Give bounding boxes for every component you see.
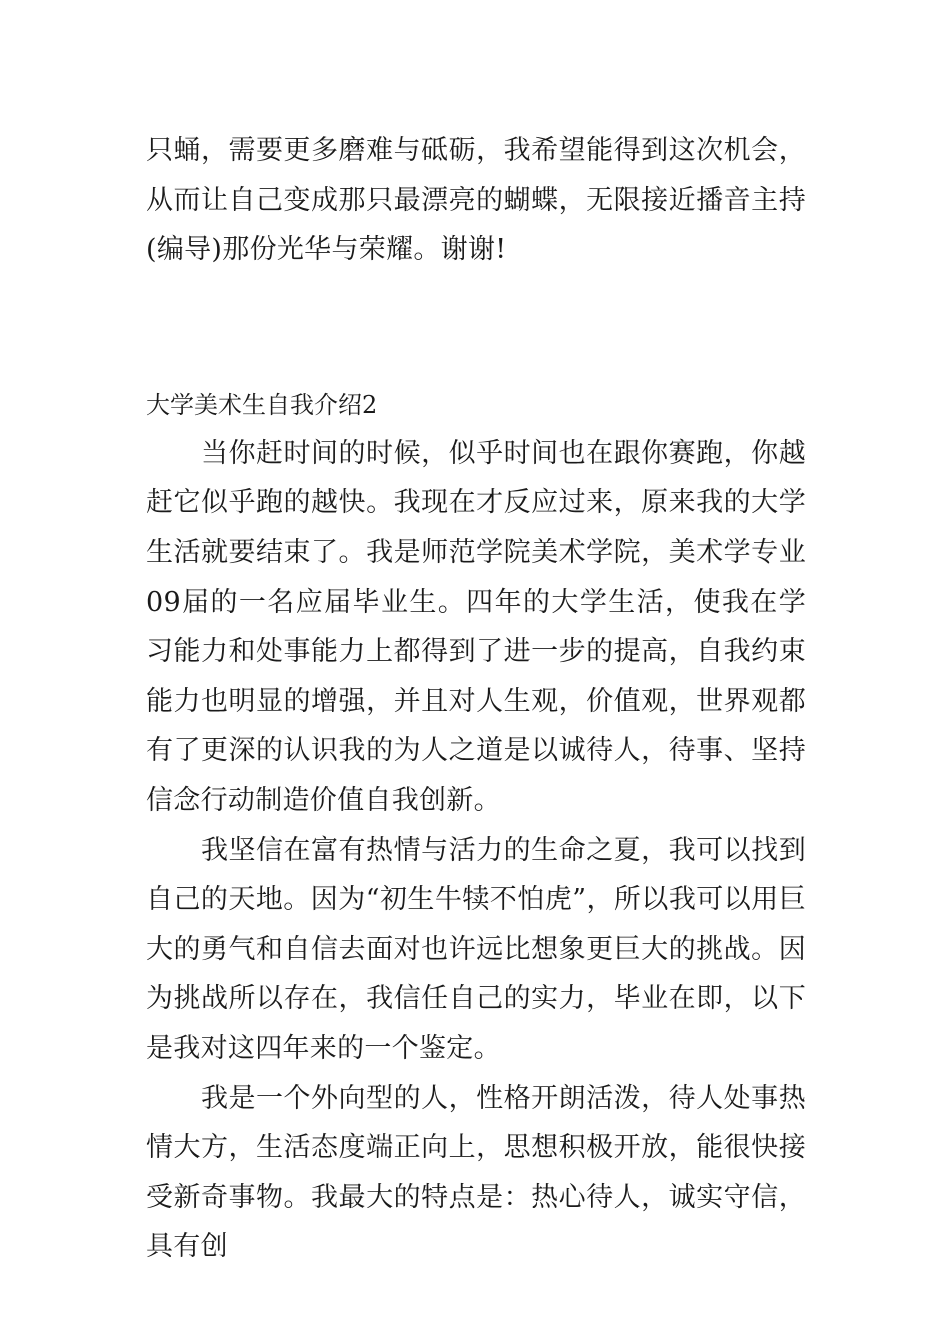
document-page	[146, 126, 806, 1272]
section-spacer	[146, 275, 806, 385]
body-paragraph-3: 我是一个外向型的人，性格开朗活泼，待人处事热情大方，生活态度端正向上，思想积极开放，能很快接受新奇事物。我最大的特点是：热心待人，诚实守信，具有创	[146, 1082, 806, 1263]
section-title: 大学美术生自我介绍2	[146, 390, 378, 419]
continuation-paragraph: 只蛹，需要更多磨难与砥砺，我希望能得到这次机会，从而让自己变成那只最漂亮的蝴蝶，无限接近播音主持(编导)那份光华与荣耀。谢谢!	[146, 135, 806, 266]
body-paragraph-2: 我坚信在富有热情与活力的生命之夏，我可以找到自己的天地。因为“初生牛犊不怕虎”，所以我可以用巨大的勇气和自信去面对也许远比想象更巨大的挑战。因为挑战所以存在，我信任自己的实力，毕业在即，以下是我对这四年来的一个鉴定。	[146, 834, 806, 1064]
body-paragraph-1: 当你赶时间的时候，似乎时间也在跟你赛跑，你越赶它似乎跑的越快。我现在才反应过来，原来我的大学生活就要结束了。我是师范学院美术学院，美术学专业09届的一名应届毕业生。四年的大学生活，使我在学习能力和处事能力上都得到了进一步的提高，自我约束能力也明显的增强，并且对人生观，价值观，世界观都有了更深的认识我的为人之道是以诚待人，待事、坚持信念行动制造价值自我创新。	[146, 437, 806, 816]
